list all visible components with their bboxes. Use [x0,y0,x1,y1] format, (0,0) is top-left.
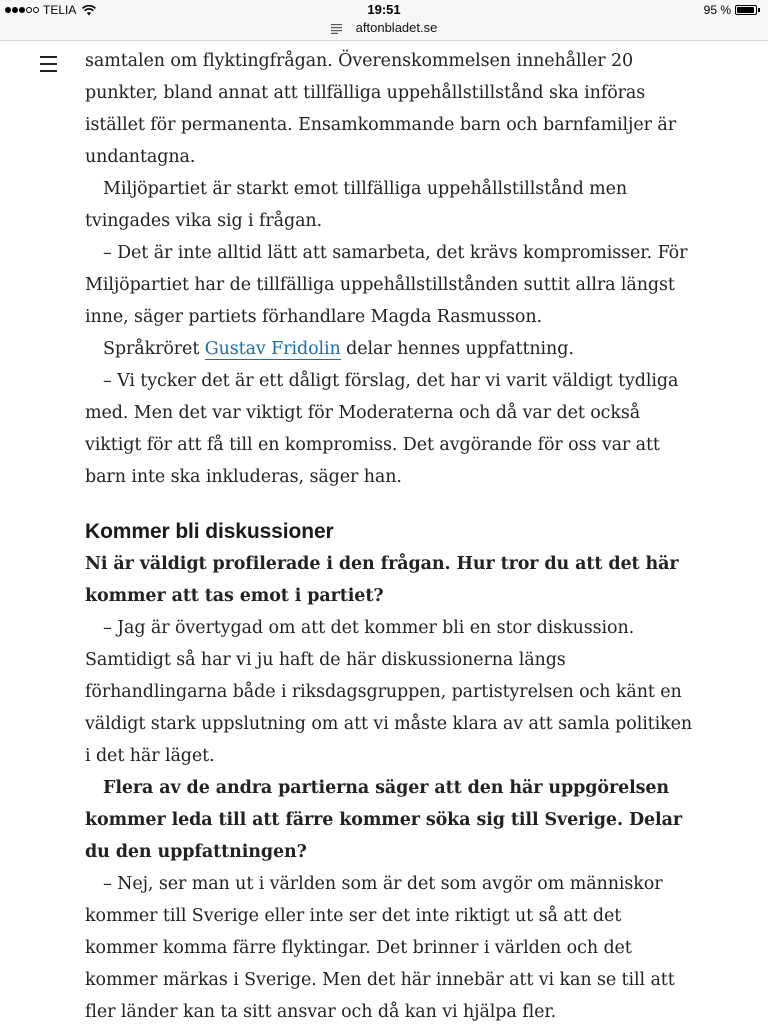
battery-group [704,3,760,17]
interview-question: Ni är väldigt profilerade i den frågan. Hur tror du att det här kommer att tas emot i partiet? [85,554,679,606]
interview-answer: – Nej, ser man ut i världen som är det som avgör om människor kommer till Sverige eller inte ser det inte riktigt ut så att det kommer komma färre flyktingar. Det brinner i världen och det kommer märkas i Sverige. Men det här innebär att vi kan se till att fler länder kan ta sitt ansvar och då kan vi hjälpa fler. [85,874,675,1022]
gustav-fridolin-link[interactable]: Gustav Fridolin [204,339,341,359]
article-paragraph: samtalen om flyktingfrågan. Överenskommelsen innehåller 20 punkter, bland annat att tillfälliga uppehållstillstånd ska införas istället för permanenta. Ensamkommande barn och barnfamiljer är undantagna. [85,51,676,167]
interview-answer: – Jag är övertygad om att det kommer bli en stor diskussion. Samtidigt så har vi ju haft de här diskussionerna längs förhandlingarna både i riksdagsgruppen, partistyrelsen och känt en väldigt stark uppslutning om att vi måste klara av att samla politiken i det här läget. [85,618,693,766]
url-text[interactable]: aftonbladet.se [355,20,438,35]
article-paragraph: Språkröret Gustav Fridolin delar hennes uppfattning. [103,339,574,359]
section-heading: Kommer bli diskussioner [85,520,334,543]
article-paragraph: – Det är inte alltid lätt att samarbeta, det krävs kompromisser. För Miljöpartiet har de tillfälliga uppehållstillstånden suttit allra längst inne, säger partiets förhandlare Magda Rasmusson. [85,243,688,327]
status-bar [0,0,768,20]
battery-icon [735,5,757,15]
reader-view-icon[interactable] [331,24,342,34]
address-bar[interactable] [0,20,768,41]
clock: 19:51 [367,2,401,17]
hamburger-menu-icon[interactable] [40,56,57,72]
article-paragraph: Miljöpartiet är starkt emot tillfälliga uppehållstillstånd men tvingades vika sig i frågan. [85,179,628,231]
interview-question: Flera av de andra partierna säger att den här uppgörelsen kommer leda till att färre kommer söka sig till Sverige. Delar du den uppfattningen? [85,778,682,862]
battery-percent: 95 % [703,3,731,17]
article-body [85,45,695,1028]
article-paragraph: – Vi tycker det är ett dåligt förslag, det har vi varit väldigt tydliga med. Men det var viktigt för Moderaterna och då var det också viktigt för att få till en kompromiss. Det avgörande för oss var att barn inte ska inkluderas, säger han. [85,371,679,487]
carrier-name: TELIA [43,3,77,17]
